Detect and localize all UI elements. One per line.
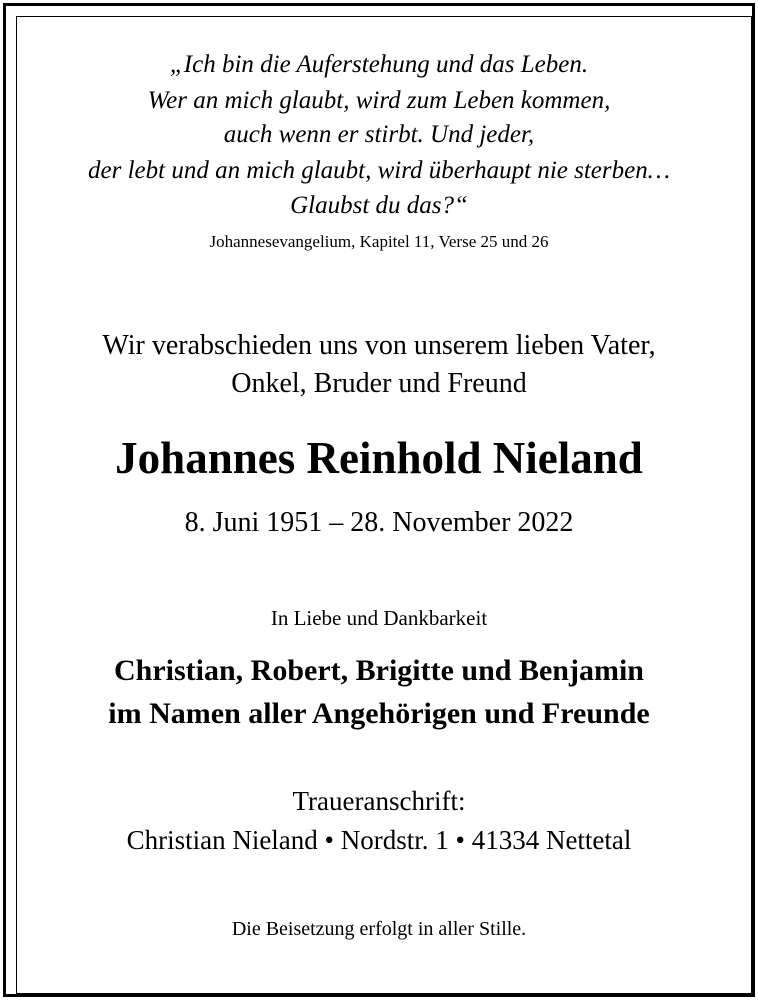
quote-line-2: Wer an mich glaubt, wird zum Leben kommen, [147, 87, 611, 114]
quote-line-3: auch wenn er stirbt. Und jeder, [223, 121, 535, 148]
intro-line-2: Onkel, Bruder und Freund [231, 368, 527, 399]
dedication: In Liebe und Dankbarkeit [270, 606, 488, 630]
deceased-name: Johannes Reinhold Nieland [115, 433, 643, 483]
quote-line-5: Glaubst du das?“ [290, 192, 468, 219]
burial-note: Die Beisetzung erfolgt in aller Stille. [231, 918, 527, 940]
life-dates: 8. Juni 1951 – 28. November 2022 [184, 507, 574, 538]
intro-line-1: Wir verabschieden uns von unserem lieben Vater, [102, 330, 656, 361]
address-label: Traueranschrift: [292, 786, 466, 816]
quote-source: Johannesevangelium, Kapitel 11, Verse 25 und 26 [209, 232, 549, 251]
quote-line-4: der lebt und an mich glaubt, wird überhaupt nie sterben… [88, 157, 670, 184]
address-value: Christian Nieland • Nordstr. 1 • 41334 Nettetal [126, 825, 632, 855]
mourners-line-1: Christian, Robert, Brigitte und Benjamin [113, 654, 644, 687]
quote-line-1: „Ich bin die Auferstehung und das Leben. [169, 51, 589, 78]
mourners-line-2: im Namen aller Angehörigen und Freunde [108, 697, 650, 730]
